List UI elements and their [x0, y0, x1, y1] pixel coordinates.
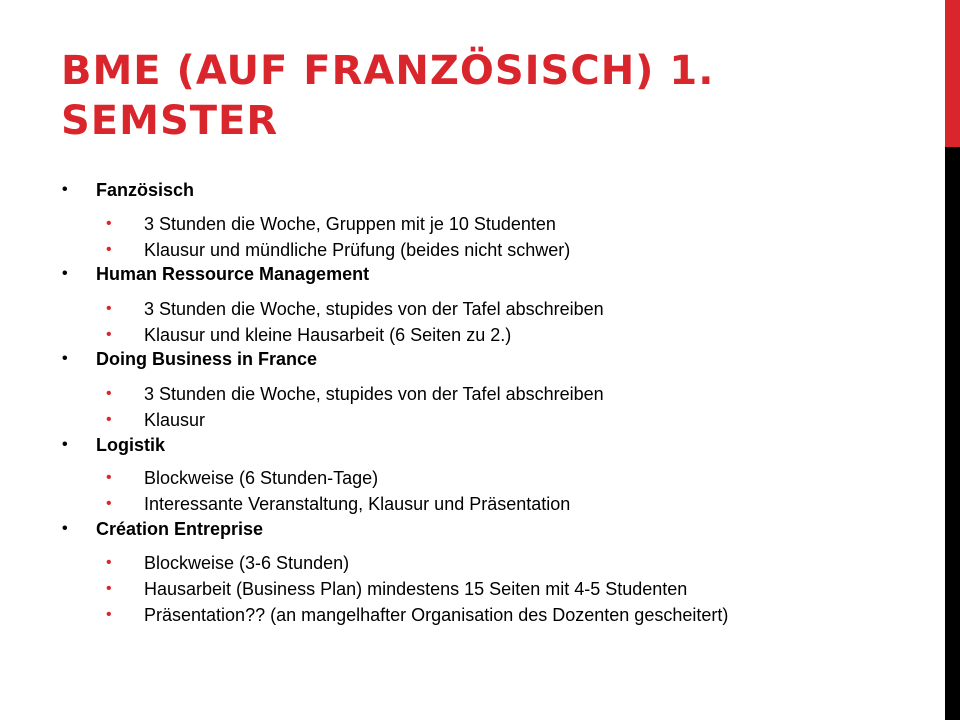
bullet-icon: •: [62, 181, 68, 198]
course-detail-text: Blockweise (3-6 Stunden): [144, 553, 350, 573]
course-detail-text: 3 Stunden die Woche, stupides von der Tafel abschreiben: [144, 384, 604, 404]
course-detail: [106, 213, 556, 235]
course-detail: [106, 467, 379, 489]
bullet-icon: •: [106, 554, 112, 571]
bullet-icon: •: [106, 385, 112, 402]
bullet-icon: •: [106, 326, 112, 343]
bullet-icon: •: [106, 215, 112, 232]
course-detail: [106, 409, 206, 431]
course-detail-text: 3 Stunden die Woche, stupides von der Tafel abschreiben: [144, 299, 604, 319]
course-detail: [106, 239, 571, 261]
course-detail-text: Blockweise (6 Stunden-Tage): [144, 468, 379, 488]
course-detail-text: 3 Stunden die Woche, Gruppen mit je 10 Studenten: [144, 214, 556, 234]
course-name: Création Entreprise: [96, 519, 264, 539]
course-detail-text: Präsentation?? (an mangelhafter Organisation des Dozenten gescheitert): [144, 605, 729, 625]
course-detail: [106, 324, 512, 346]
course-detail-text: Klausur und mündliche Prüfung (beides nicht schwer): [144, 240, 571, 260]
course-item: [62, 263, 370, 285]
bullet-icon: •: [106, 411, 112, 428]
course-detail: [106, 604, 729, 626]
course-item: [62, 179, 195, 201]
bullet-icon: •: [106, 300, 112, 317]
course-item: [62, 434, 166, 456]
course-item: [62, 518, 264, 540]
course-name: Fanzösisch: [96, 180, 195, 200]
bullet-icon: •: [62, 520, 68, 537]
course-detail-text: Klausur: [144, 410, 206, 430]
bullet-icon: •: [62, 436, 68, 453]
course-name: Logistik: [96, 435, 166, 455]
bullet-icon: •: [62, 350, 68, 367]
course-name: Doing Business in France: [96, 349, 318, 369]
course-item: [62, 348, 318, 370]
red-accent-bar: [945, 0, 960, 147]
bullet-icon: •: [106, 469, 112, 486]
bullet-icon: •: [106, 495, 112, 512]
bullet-icon: •: [106, 606, 112, 623]
bullet-icon: •: [106, 241, 112, 258]
course-detail: [106, 552, 350, 574]
course-detail-text: Klausur und kleine Hausarbeit (6 Seiten zu 2.): [144, 325, 512, 345]
course-detail: [106, 493, 571, 515]
course-name: Human Ressource Management: [96, 264, 370, 284]
course-detail: [106, 383, 604, 405]
slide-title: BME (AUF FRANZÖSISCH) 1. SEMSTER: [61, 48, 715, 144]
course-detail-text: Hausarbeit (Business Plan) mindestens 15 Seiten mit 4-5 Studenten: [144, 579, 688, 599]
course-detail: [106, 578, 688, 600]
course-detail: [106, 298, 604, 320]
course-detail-text: Interessante Veranstaltung, Klausur und Präsentation: [144, 494, 571, 514]
bullet-icon: •: [106, 580, 112, 597]
bullet-icon: •: [62, 265, 68, 282]
